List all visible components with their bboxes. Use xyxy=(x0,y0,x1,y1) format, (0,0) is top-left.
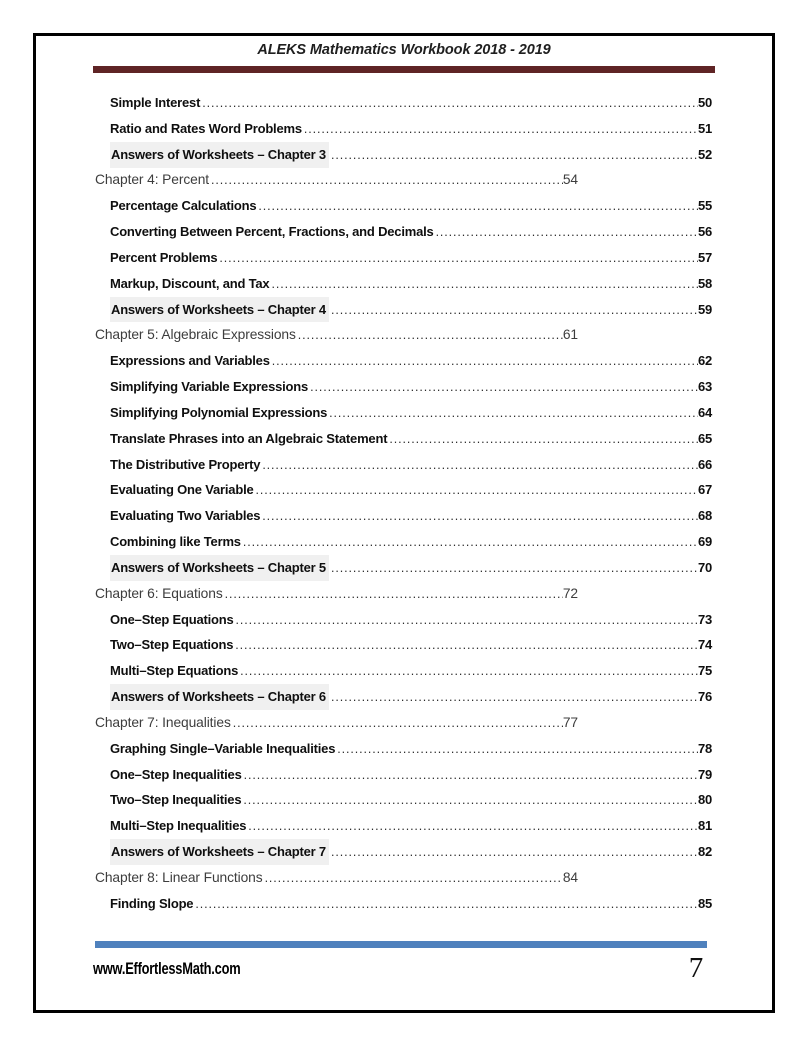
toc-page-number: 76 xyxy=(697,689,712,705)
dot-leader xyxy=(223,582,563,608)
toc-entry-row xyxy=(95,142,712,168)
dot-leader xyxy=(209,168,563,194)
toc-page-number: 80 xyxy=(697,792,712,808)
toc-entry-label: Answers of Worksheets – Chapter 3 xyxy=(110,142,329,168)
toc-entry-label: Combining like Terms xyxy=(110,534,241,550)
toc-entry-row xyxy=(95,348,712,374)
toc-entry-row xyxy=(95,374,712,400)
toc-page-number: 58 xyxy=(697,275,712,291)
toc-entry-label: Simplifying Variable Expressions xyxy=(110,379,309,395)
toc-entry-label: Markup, Discount, and Tax xyxy=(110,275,270,291)
toc-page-number: 65 xyxy=(697,430,712,446)
toc-entry-label: Percentage Calculations xyxy=(110,198,257,214)
dot-leader xyxy=(302,117,698,143)
toc-page-number: 62 xyxy=(697,353,712,369)
dot-leader xyxy=(256,194,698,220)
toc-entry-label: One–Step Inequalities xyxy=(110,766,242,782)
toc-entry-row xyxy=(95,219,712,245)
dot-leader xyxy=(329,143,698,169)
toc-list xyxy=(95,90,712,917)
toc-entry-row xyxy=(95,762,712,788)
toc-entry-label: Chapter 7: Inequalities xyxy=(95,714,231,730)
toc-entry-row xyxy=(95,503,712,529)
toc-chapter-row xyxy=(95,322,578,348)
toc-entry-row xyxy=(95,891,712,917)
toc-page-number: 79 xyxy=(697,766,712,782)
toc-entry-label: Chapter 8: Linear Functions xyxy=(95,869,263,885)
dot-leader xyxy=(270,349,698,375)
toc-entry-row xyxy=(95,297,712,323)
toc-entry-label: Multi–Step Equations xyxy=(110,663,239,679)
toc-page-number: 56 xyxy=(697,224,712,240)
dot-leader xyxy=(242,763,698,789)
toc-entry-row xyxy=(95,477,712,503)
toc-entry-row xyxy=(95,452,712,478)
toc-entry-row xyxy=(95,271,712,297)
toc-chapter-row xyxy=(95,710,578,736)
dot-leader xyxy=(241,530,698,556)
toc-entry-row xyxy=(95,90,712,116)
toc-entry-label: Answers of Worksheets – Chapter 4 xyxy=(110,297,329,323)
toc-entry-row xyxy=(95,245,712,271)
toc-entry-label: One–Step Equations xyxy=(110,611,234,627)
dot-leader xyxy=(231,711,563,737)
dot-leader xyxy=(296,323,563,349)
toc-entry-row xyxy=(95,529,712,555)
toc-page-number: 82 xyxy=(697,844,712,860)
dot-leader xyxy=(200,91,698,117)
toc-page-number: 75 xyxy=(697,663,712,679)
toc-page-number: 69 xyxy=(697,534,712,550)
toc-entry-row xyxy=(95,684,712,710)
toc-entry-label: Chapter 4: Percent xyxy=(95,172,210,188)
toc-entry-row xyxy=(95,658,712,684)
toc-entry-label: Converting Between Percent, Fractions, and Decimals xyxy=(110,224,434,240)
toc-entry-label: Translate Phrases into an Algebraic Statement xyxy=(110,430,388,446)
dot-leader xyxy=(327,401,698,427)
dot-leader xyxy=(234,608,698,634)
toc-entry-label: Answers of Worksheets – Chapter 5 xyxy=(110,555,329,581)
toc-entry-label: Simple Interest xyxy=(110,95,201,110)
footer-rule xyxy=(95,941,707,948)
toc-entry-label: Finding Slope xyxy=(110,895,194,911)
dot-leader xyxy=(335,737,698,763)
toc-entry-label: The Distributive Property xyxy=(110,456,261,472)
toc-entry-label: Two–Step Inequalities xyxy=(110,792,242,808)
dot-leader xyxy=(233,633,698,659)
toc-entry-row xyxy=(95,426,712,452)
toc-page-number: 84 xyxy=(562,869,578,885)
dot-leader xyxy=(329,685,698,711)
toc-entry-row xyxy=(95,607,712,633)
toc-page-number: 78 xyxy=(697,740,712,756)
toc-entry-label: Simplifying Polynomial Expressions xyxy=(110,404,328,420)
dot-leader xyxy=(329,840,698,866)
footer-page-number: 7 xyxy=(688,952,704,984)
dot-leader xyxy=(254,478,698,504)
toc-chapter-row xyxy=(95,167,578,193)
toc-page-number: 50 xyxy=(697,95,712,110)
toc-page-number: 59 xyxy=(697,301,712,317)
toc-page-number: 81 xyxy=(697,818,712,834)
dot-leader xyxy=(217,246,698,272)
toc-page-number: 68 xyxy=(697,508,712,524)
toc-entry-row xyxy=(95,787,712,813)
toc-chapter-row xyxy=(95,581,578,607)
toc-page-number: 73 xyxy=(697,611,712,627)
footer-website-text: www.EffortlessMath.com xyxy=(93,960,241,978)
toc-entry-label: Chapter 6: Equations xyxy=(95,585,223,601)
dot-leader xyxy=(308,375,698,401)
toc-page-number: 52 xyxy=(697,146,712,162)
toc-entry-row xyxy=(95,813,712,839)
toc-entry-label: Evaluating Two Variables xyxy=(110,508,261,524)
toc-page-number: 72 xyxy=(562,585,578,601)
toc-chapter-row xyxy=(95,865,578,891)
dot-leader xyxy=(238,659,698,685)
toc-page-number: 66 xyxy=(697,456,712,472)
toc-page-number: 63 xyxy=(697,379,712,395)
dot-leader xyxy=(263,866,563,892)
toc-page-number: 67 xyxy=(697,482,712,498)
toc-entry-label: Expressions and Variables xyxy=(110,353,270,369)
toc-entry-label: Percent Problems xyxy=(110,249,218,265)
toc-entry-label: Chapter 5: Algebraic Expressions xyxy=(95,327,296,343)
toc-page-number: 55 xyxy=(697,198,712,214)
toc-entry-row xyxy=(95,193,712,219)
toc-page-number: 85 xyxy=(697,895,712,911)
toc-page-number: 70 xyxy=(697,559,712,575)
toc-entry-label: Evaluating One Variable xyxy=(110,482,254,498)
dot-leader xyxy=(260,453,698,479)
dot-leader xyxy=(241,788,698,814)
toc-entry-label: Multi–Step Inequalities xyxy=(110,818,247,834)
dot-leader xyxy=(329,556,698,582)
dot-leader xyxy=(193,892,698,918)
dot-leader xyxy=(329,298,698,324)
toc-entry-row xyxy=(95,736,712,762)
header-rule xyxy=(93,66,715,73)
dot-leader xyxy=(387,427,698,453)
toc-entry-label: Two–Step Equations xyxy=(110,637,234,653)
toc-entry-label: Answers of Worksheets – Chapter 6 xyxy=(110,684,329,710)
toc-page-number: 74 xyxy=(697,637,712,653)
toc-entry-row xyxy=(95,839,712,865)
dot-leader xyxy=(246,814,698,840)
toc-entry-row xyxy=(95,555,712,581)
dot-leader xyxy=(260,504,698,530)
toc-page-number: 64 xyxy=(697,404,712,420)
header-title: ALEKS Mathematics Workbook 2018 - 2019 xyxy=(257,42,551,58)
toc-page-number: 51 xyxy=(697,120,712,136)
toc-entry-label: Ratio and Rates Word Problems xyxy=(110,120,302,136)
toc-entry-row xyxy=(95,632,712,658)
dot-leader xyxy=(269,272,697,298)
toc-entry-label: Graphing Single–Variable Inequalities xyxy=(110,740,336,756)
toc-page-number: 54 xyxy=(562,172,578,188)
toc-entry-row xyxy=(95,116,712,142)
toc-page-number: 57 xyxy=(697,249,712,265)
dot-leader xyxy=(434,220,698,246)
toc-entry-label: Answers of Worksheets – Chapter 7 xyxy=(110,839,329,865)
toc-page-number: 61 xyxy=(562,327,578,343)
toc-entry-row xyxy=(95,400,712,426)
toc-page-number: 77 xyxy=(562,714,578,730)
